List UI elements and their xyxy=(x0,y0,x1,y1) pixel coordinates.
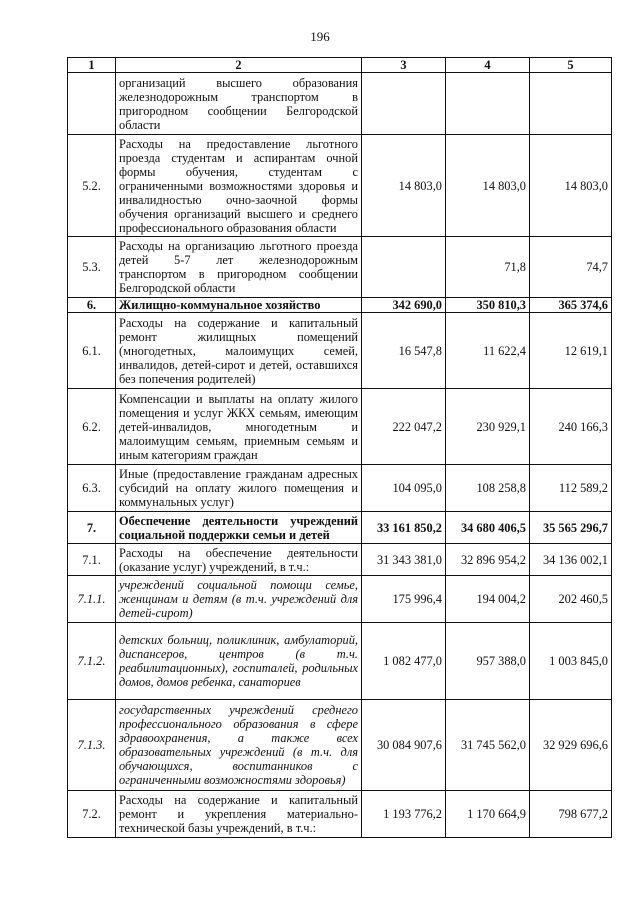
row-number: 6.3. xyxy=(68,465,116,512)
row-value-col5: 74,7 xyxy=(530,237,612,298)
row-value-col3: 1 193 776,2 xyxy=(362,791,446,838)
col-header-2: 2 xyxy=(116,58,362,73)
row-description: Расходы на содержание и капитальный ремонт жилищных помещений (многодетных, малоимущих семей, инвалидов, детей-сирот и детей, оставшихся без попечения родителей) xyxy=(116,313,362,389)
row-value-col3: 1 082 477,0 xyxy=(362,623,446,700)
row-number: 7.1.3. xyxy=(68,700,116,791)
row-value-col3: 16 547,8 xyxy=(362,313,446,389)
row-value-col5: 32 929 696,6 xyxy=(530,700,612,791)
row-description: Компенсации и выплаты на оплату жилого помещения и услуг ЖКХ семьям, имеющим детей-инвалидов, многодетным и малоимущим семьям, приемным семьям и иным категориям граждан xyxy=(116,389,362,465)
row-value-col3: 14 803,0 xyxy=(362,135,446,237)
row-value-col4: 14 803,0 xyxy=(446,135,530,237)
header-row xyxy=(68,58,612,73)
row-description: Жилищно-коммунальное хозяйство xyxy=(116,298,362,313)
table-row-subitem xyxy=(68,576,612,623)
row-number: 6. xyxy=(68,298,116,313)
row-value-col3: 104 095,0 xyxy=(362,465,446,512)
row-value-col4: 31 745 562,0 xyxy=(446,700,530,791)
row-value-col3: 222 047,2 xyxy=(362,389,446,465)
row-number: 6.2. xyxy=(68,389,116,465)
table-row xyxy=(68,465,612,512)
row-value-col3: 30 084 907,6 xyxy=(362,700,446,791)
row-description: Иные (предоставление гражданам адресных субсидий на оплату жилого помещения и коммунальных услуг) xyxy=(116,465,362,512)
row-description: Расходы на обеспечение деятельности (оказание услуг) учреждений, в т.ч.: xyxy=(116,544,362,576)
budget-table xyxy=(67,57,612,838)
row-value-col5: 14 803,0 xyxy=(530,135,612,237)
row-number: 7.1.1. xyxy=(68,576,116,623)
row-value-col4: 230 929,1 xyxy=(446,389,530,465)
row-description: Расходы на предоставление льготного проезда студентам и аспирантам очной формы обучения, студентам с ограниченными возможностями здоровья и инвалидностью очно-заочной формы обучения организаций высшего и среднего профессионального образования области xyxy=(116,135,362,237)
row-value-col3: 342 690,0 xyxy=(362,298,446,313)
row-description: учреждений социальной помощи семье, женщинам и детям (в т.ч. учреждений для детей-сирот) xyxy=(116,576,362,623)
col-header-4: 4 xyxy=(446,58,530,73)
row-value-col5: 240 166,3 xyxy=(530,389,612,465)
row-number: 5.2. xyxy=(68,135,116,237)
row-value-col3 xyxy=(362,73,446,135)
row-value-col4: 71,8 xyxy=(446,237,530,298)
row-number: 7.1.2. xyxy=(68,623,116,700)
col-header-3: 3 xyxy=(362,58,446,73)
row-value-col5 xyxy=(530,73,612,135)
row-number: 6.1. xyxy=(68,313,116,389)
row-value-col5: 365 374,6 xyxy=(530,298,612,313)
row-number: 7. xyxy=(68,512,116,544)
table-row-subitem xyxy=(68,700,612,791)
row-value-col4: 1 170 664,9 xyxy=(446,791,530,838)
row-value-col5: 112 589,2 xyxy=(530,465,612,512)
table-row-subitem xyxy=(68,623,612,700)
row-value-col5: 1 003 845,0 xyxy=(530,623,612,700)
row-value-col4: 194 004,2 xyxy=(446,576,530,623)
table-row xyxy=(68,135,612,237)
row-value-col4 xyxy=(446,73,530,135)
row-value-col5: 35 565 296,7 xyxy=(530,512,612,544)
page-number: 196 xyxy=(310,29,330,44)
table-row xyxy=(68,73,612,135)
row-description: организаций высшего образования железнодорожным транспортом в пригородном сообщении Белгородской области xyxy=(116,73,362,135)
col-header-5: 5 xyxy=(530,58,612,73)
row-number: 5.3. xyxy=(68,237,116,298)
row-description: Расходы на организацию льготного проезда детей 5-7 лет железнодорожным транспортом в пригородном сообщении Белгородской области xyxy=(116,237,362,298)
table-row xyxy=(68,791,612,838)
row-value-col4: 32 896 954,2 xyxy=(446,544,530,576)
row-value-col5: 34 136 002,1 xyxy=(530,544,612,576)
table-row xyxy=(68,313,612,389)
col-header-1: 1 xyxy=(68,58,116,73)
row-value-col4: 11 622,4 xyxy=(446,313,530,389)
row-value-col4: 34 680 406,5 xyxy=(446,512,530,544)
row-description: детских больниц, поликлиник, амбулаторий, диспансеров, центров (в т.ч. реабилитационных), госпиталей, родильных домов, домов ребенка, санаториев xyxy=(116,623,362,700)
row-number: 7.1. xyxy=(68,544,116,576)
row-value-col5: 202 460,5 xyxy=(530,576,612,623)
row-value-col5: 12 619,1 xyxy=(530,313,612,389)
row-value-col3 xyxy=(362,237,446,298)
row-value-col3: 31 343 381,0 xyxy=(362,544,446,576)
row-value-col4: 108 258,8 xyxy=(446,465,530,512)
row-value-col3: 33 161 850,2 xyxy=(362,512,446,544)
row-value-col3: 175 996,4 xyxy=(362,576,446,623)
row-value-col4: 957 388,0 xyxy=(446,623,530,700)
row-number xyxy=(68,73,116,135)
table-row xyxy=(68,237,612,298)
table-row xyxy=(68,389,612,465)
row-description: Обеспечение деятельности учреждений социальной поддержки семьи и детей xyxy=(116,512,362,544)
row-description: государственных учреждений среднего профессионального образования в сфере здравоохранения, а также всех образовательных учреждений (в т.ч. для обучающихся, воспитанников с ограниченными возможностями здоровья) xyxy=(116,700,362,791)
table-row xyxy=(68,544,612,576)
table-row-section xyxy=(68,298,612,313)
row-description: Расходы на содержание и капитальный ремонт и укрепления материально-технической базы учреждений, в т.ч.: xyxy=(116,791,362,838)
row-number: 7.2. xyxy=(68,791,116,838)
table-row-section xyxy=(68,512,612,544)
row-value-col4: 350 810,3 xyxy=(446,298,530,313)
row-value-col5: 798 677,2 xyxy=(530,791,612,838)
